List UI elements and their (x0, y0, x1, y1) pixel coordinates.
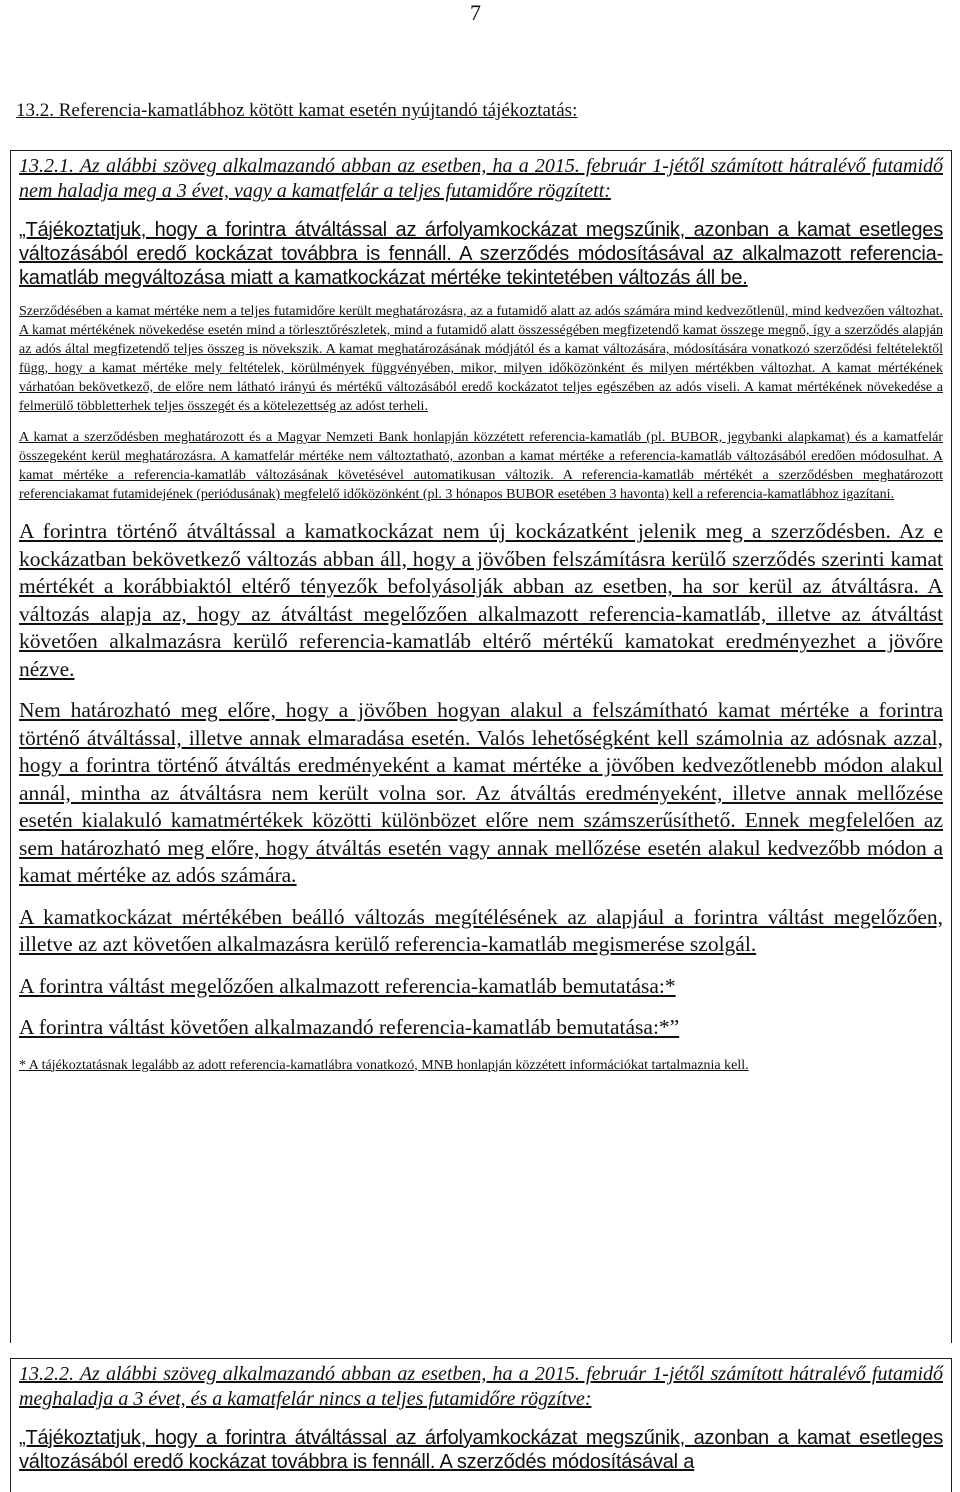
subsection-title-1: 13.2.1. Az alábbi szöveg alkalmazandó abban az esetben, ha a 2015. február 1-jétől számított hátralévő futamidő nem haladja meg a 3 évet, vagy a kamatfelár a teljes futamidőre rögzített: (19, 155, 943, 202)
paragraph-small-1: Szerződésében a kamat mértéke nem a teljes futamidőre került meghatározásra, az a futamidő alatt az adós számára mind kedvezőtlenül, mind kedvezően változhat. A kamat mértékének növekedése esetén mind a törlesztőrészletek, mind a futamidő alatt összességében megfizetendő kamat összege megnő, így a szerződés alapján az adós által megfizetendő teljes összeg is növekszik. A kamat meghatározásának módjától és a kamat változására, módosítására vonatkozó szerződési feltételektől függ, hogy a kamat mértéke mely feltételek, körülmények függvényében, mikor, milyen időközönként és milyen mértékben változhat. A kamat mértékének várhatóan bekövetkező, de előre nem látható irányú és mértékű változásából eredő kockázatot teljes egészében az adós viseli. A kamat mértékének növekedése a felmerülő többletterhek teljes összegét és a kötelezettség az adóst terheli. (19, 304, 943, 414)
section-heading: 13.2. Referencia-kamatlábhoz kötött kamat esetén nyújtandó tájékoztatás: (16, 100, 578, 121)
section-box-2 (10, 1358, 952, 1492)
paragraph-small-2: A kamat a szerződésben meghatározott és a Magyar Nemzeti Bank honlapján közzétett referencia-kamatláb (pl. BUBOR, jegybanki alapkamat) és a kamatfelár összegeként kerül meghatározásra. A kamatfelár mértéke nem változtatható, azonban a kamat mértéke a referencia-kamatláb változásából eredően módosulhat. A kamat mértéke a referencia-kamatláb változásának követésével automatikusan változik. A referencia-kamatláb mértékét a szerződésben meghatározott referenciakamat futamidejének (periódusának) megfelelő időközönként (pl. 3 hónapos BUBOR esetében 3 havonta) kell a referencia-kamatlábhoz igazítani. (19, 430, 943, 502)
reference-rate-after-line: A forintra váltást követően alkalmazandó referencia-kamatláb bemutatása:*” (19, 1015, 680, 1039)
reference-rate-before-line: A forintra váltást megelőzően alkalmazott referencia-kamatláb bemutatása:* (19, 973, 676, 998)
section-box-1 (10, 150, 952, 1343)
paragraph-large-2: Nem határozható meg előre, hogy a jövőben hogyan alakul a felszámítható kamat mértéke a forintra történő átváltással, illetve annak elmaradása esetén. Valós lehetőségként kell számolnia az adósnak azzal, hogy a forintra történő átváltás eredményeként a kamat mértéke a jövőben kedvezőtlenebb módon alakul annál, mintha az átváltásra nem került volna sor. Az átváltás eredményeként, illetve annak mellőzése esetén kialakuló kamatmértékek közötti különbözet előre nem számszerűsíthető. Ennek megfelelően az sem határozható meg előre, hogy átváltás esetén vagy annak mellőzése esetén alakul kedvezőbb módon a kamat mértéke az adós számára. (19, 698, 943, 887)
subsection-title-2: 13.2.2. Az alábbi szöveg alkalmazandó abban az esetben, ha a 2015. február 1-jétől számított hátralévő futamidő meghaladja a 3 évet, és a kamatfelár nincs a teljes futamidőre rögzítve: (19, 1363, 943, 1410)
quote-paragraph: „Tájékoztatjuk, hogy a forintra átváltással az árfolyamkockázat megszűnik, azonban a kamat esetleges változásából eredő kockázat továbbra is fennáll. A szerződés módosításával az alkalmazott referencia-kamatláb megváltozása miatt a kamatkockázat mértéke tekintetében változás áll be. (19, 219, 943, 289)
page-number: 7 (470, 0, 481, 25)
paragraph-large-1: A forintra történő átváltással a kamatkockázat nem új kockázatként jelenik meg a szerződésben. Az e kockázatban bekövetkező változás abban áll, hogy a jövőben felszámításra kerülő szerződés szerinti kamat mértékét a korábbiaktól eltérő tényezők befolyásolják abban az esetben, ha sor kerül az átváltásra. A változás alapja az, hogy az átváltást megelőzően alkalmazott referencia-kamatláb, illetve az átváltást követően alkalmazásra kerülő referencia-kamatláb eltérő mértékű kamatokat eredményezhet a jövőre nézve. (19, 519, 943, 681)
footnote: * A tájékoztatásnak legalább az adott referencia-kamatlábra vonatkozó, MNB honlapján közzétett információkat tartalmaznia kell. (19, 1057, 749, 1073)
quote-paragraph-2: „Tájékoztatjuk, hogy a forintra átváltással az árfolyamkockázat megszűnik, azonban a kamat esetleges változásából eredő kockázat továbbra is fennáll. A szerződés módosításával a (19, 1427, 943, 1473)
paragraph-large-3: A kamatkockázat mértékében beálló változás megítélésének az alapjául a forintra váltást megelőzően, illetve az azt követően alkalmazásra kerülő referencia-kamatláb megismerése szolgál. (19, 904, 943, 956)
